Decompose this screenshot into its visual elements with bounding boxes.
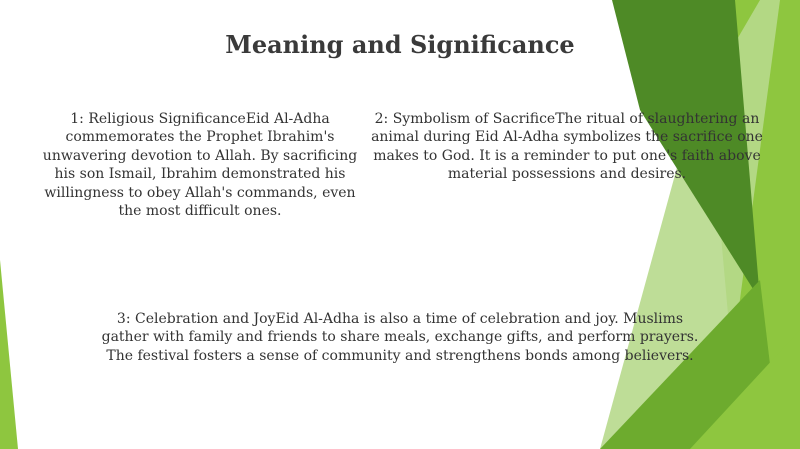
point-heading: 3: Celebration and Joy <box>116 311 276 327</box>
point-body: The ritual of slaughtering an animal during Eid Al-Adha symbolizes the sacrifice one makes to God. It is a reminder to put one's faith above material possessions and desires. <box>371 111 763 183</box>
point-body: Eid Al-Adha is also a time of celebration and joy. Muslims gather with family and friends to share meals, exchange gifts, and perform prayers. The festival fosters a sense of community and strengthens bonds among believers. <box>101 311 699 364</box>
point-symbolism-of-sacrifice <box>362 110 772 184</box>
point-body: Eid Al-Adha commemorates the Prophet Ibrahim's unwavering devotion to Allah. By sacrificing his son Ismail, Ibrahim demonstrated his willingness to obey Allah's commands, even the most difficult ones. <box>42 111 358 220</box>
point-heading: 1: Religious Significance <box>70 111 246 127</box>
point-celebration-and-joy <box>100 310 700 365</box>
left-edge-shape <box>0 260 18 449</box>
point-religious-significance <box>40 110 360 220</box>
slide-title: Meaning and Significance <box>225 30 575 59</box>
point-heading: 2: Symbolism of Sacrifice <box>374 111 556 127</box>
